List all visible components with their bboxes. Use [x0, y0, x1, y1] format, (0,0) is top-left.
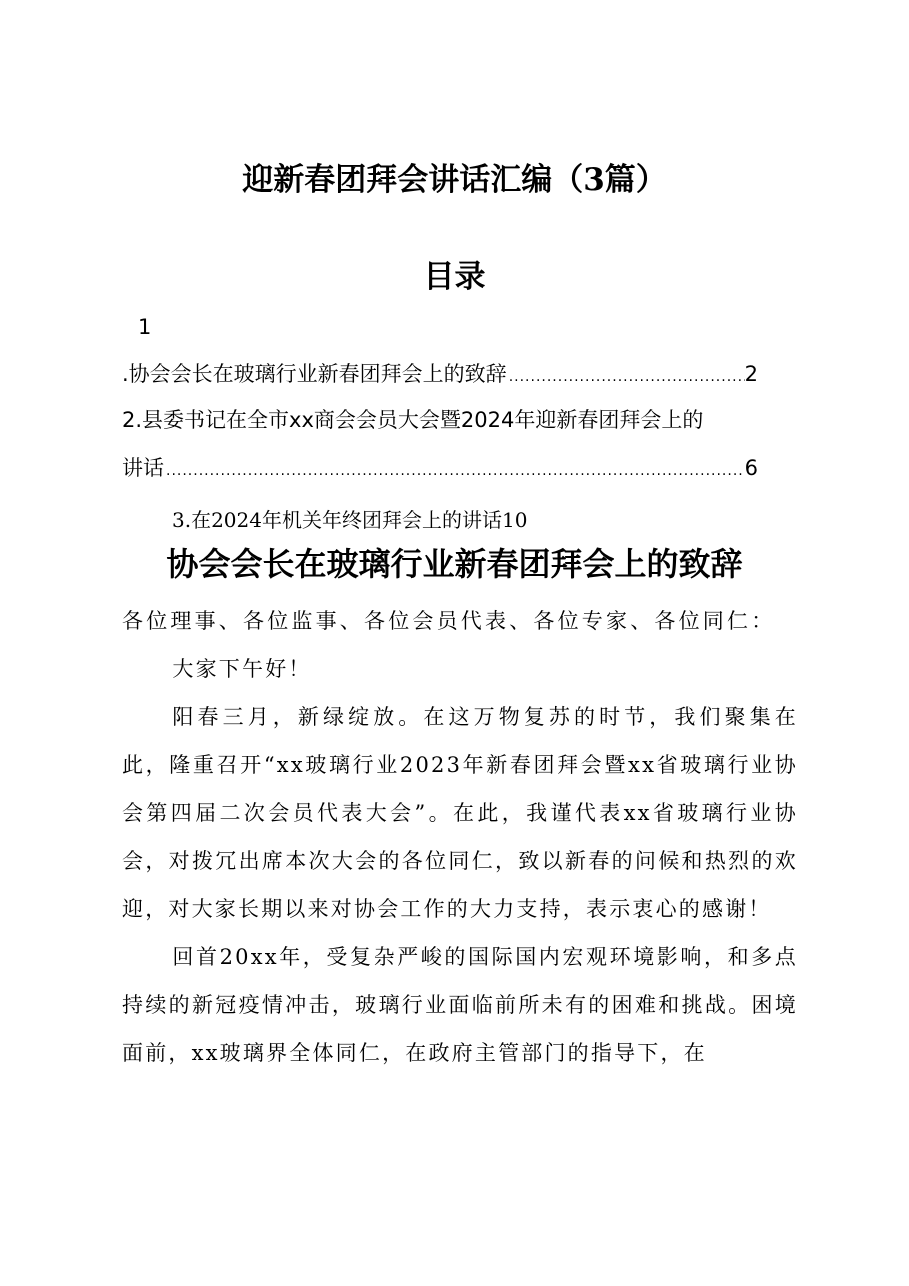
- toc-entry-1-leader: [507, 362, 745, 392]
- toc-entry-2-text-line2: 讲话: [122, 456, 164, 480]
- toc-heading: 目录: [423, 259, 486, 295]
- toc-entry-2-page: 6: [744, 456, 758, 480]
- toc-entry-2-text-line1[interactable]: 2.县委书记在全市xx商会会员大会暨2024年迎新春团拜会上的: [122, 408, 704, 432]
- section-title: 协会会长在玻璃行业新春团拜会上的致辞: [166, 545, 743, 583]
- toc-entry-1-text: .协会会长在玻璃行业新春团拜会上的致辞: [122, 362, 507, 386]
- toc-entry-3[interactable]: 3.在2024年机关年终团拜会上的讲话10: [172, 508, 528, 532]
- toc-entry-2[interactable]: [122, 453, 758, 486]
- toc-entry-1[interactable]: [122, 359, 758, 392]
- body-paragraph-2: 回首20xx年，受复杂严峻的国际国内宏观环境影响，和多点持续的新冠疫情冲击，玻璃行业面临前所未有的困难和挑战。困境面前，xx玻璃界全体同仁，在政府主管部门的指导下，在: [122, 945, 798, 1065]
- toc-entry-1-page: 2: [744, 362, 758, 386]
- toc-entry-2-leader: [164, 456, 745, 486]
- salutation: 各位理事、各位监事、各位会员代表、各位专家、各位同仁：: [122, 609, 776, 633]
- body-paragraph-1: 阳春三月，新绿绽放。在这万物复苏的时节，我们聚集在此，隆重召开“xx玻璃行业2023年新春团拜会暨xx省玻璃行业协会第四届二次会员代表大会”。在此，我谨代表xx省玻璃行业协会，对拨冗出席本次大会的各位同仁，致以新春的问候和热烈的欢迎，对大家长期以来对协会工作的大力支持，表示衷心的感谢！: [122, 705, 798, 921]
- toc-entry-1-number: 1: [138, 315, 152, 339]
- greeting: 大家下午好！: [172, 657, 312, 681]
- document-title: 迎新春团拜会讲话汇编（3篇）: [242, 162, 667, 198]
- section-body: [122, 597, 798, 1077]
